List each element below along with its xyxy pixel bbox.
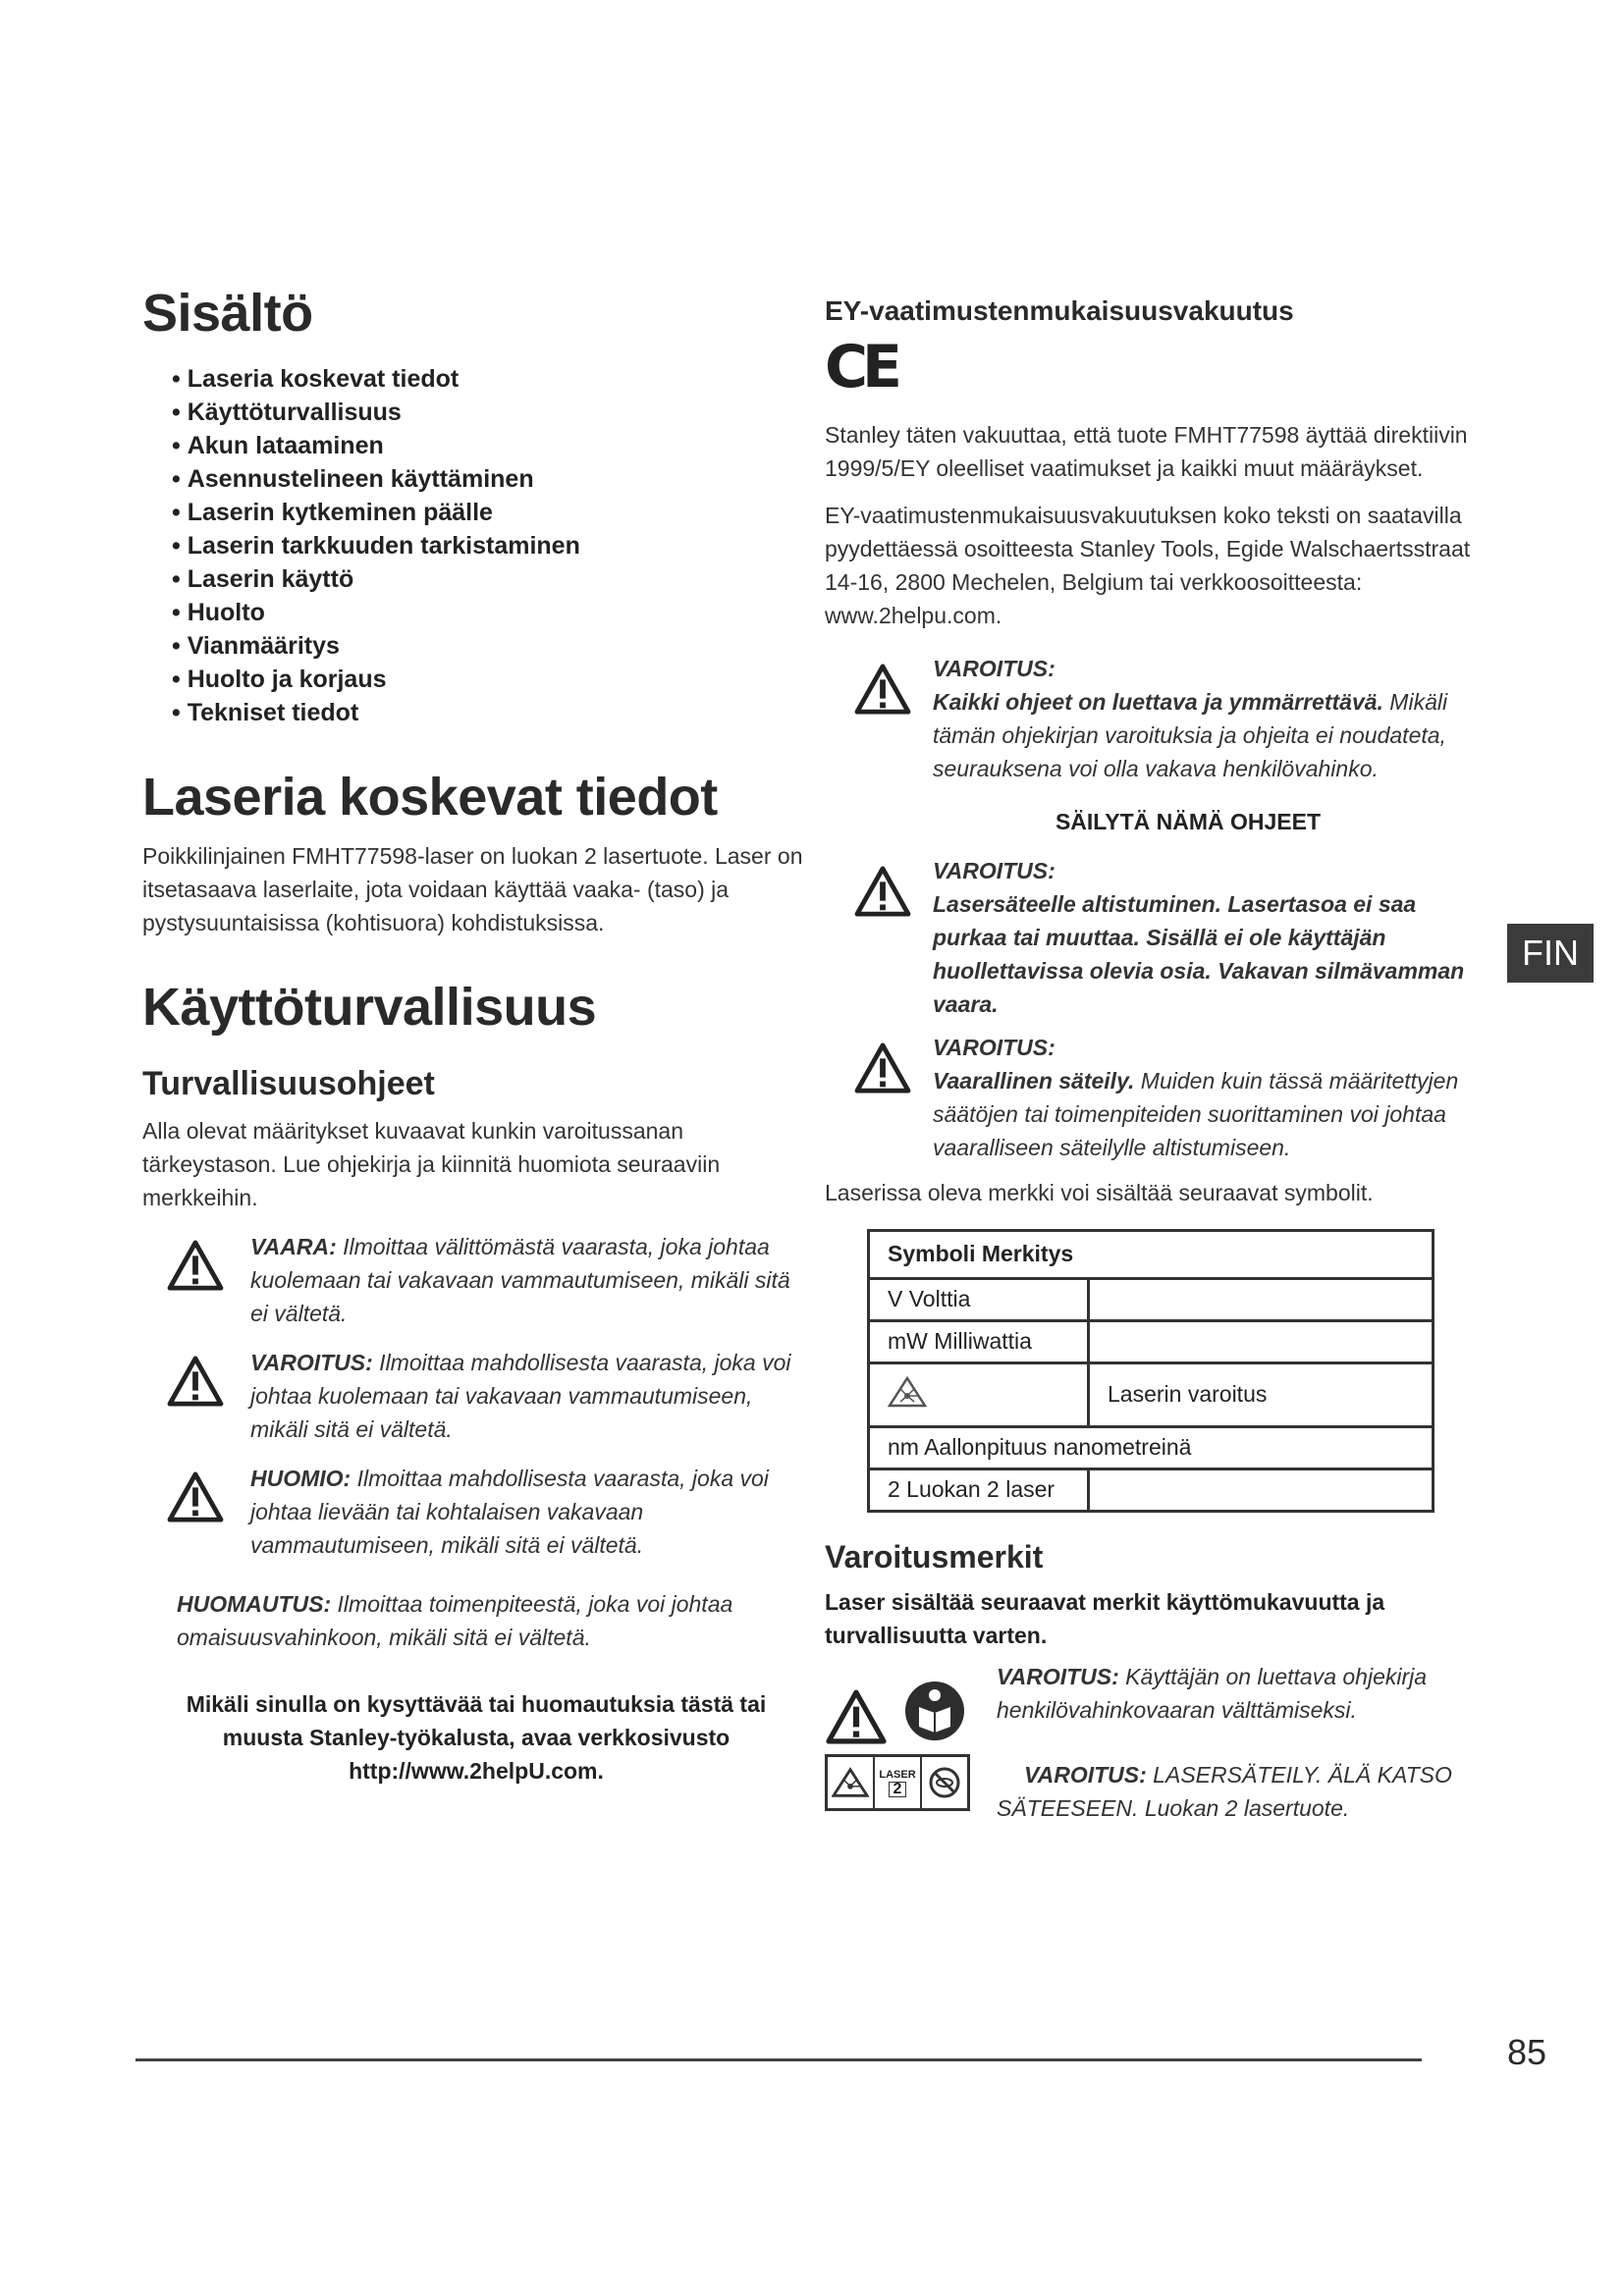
laser-class-label — [825, 1754, 970, 1811]
markings-intro: Laser sisältää seuraavat merkit käyttömukavuutta ja turvallisuutta varten. — [825, 1588, 1385, 1648]
table-cell — [1089, 1278, 1434, 1320]
toc-item: • Laserin kytkeminen päälle — [172, 496, 810, 529]
table-row — [869, 1468, 1434, 1511]
table-cell: nm Aallonpituus nanometreinä — [869, 1426, 1434, 1468]
laser-class-number: 2 — [889, 1782, 907, 1797]
toc-item: • Laserin käyttö — [172, 562, 810, 596]
laser-warning-icon — [832, 1767, 869, 1798]
toc-list — [172, 362, 810, 729]
table-cell — [1089, 1468, 1434, 1511]
footer-divider — [135, 2058, 1422, 2061]
toc-item: • Akun lataaminen — [172, 429, 810, 462]
left-column — [142, 285, 810, 1788]
warning-triangle-icon — [167, 1471, 224, 1522]
toc-item: • Laseria koskevat tiedot — [172, 362, 810, 396]
table-row — [869, 1426, 1434, 1468]
keep-instructions: SÄILYTÄ NÄMÄ OHJEET — [1055, 808, 1322, 834]
markings-title: Varoitusmerkit — [825, 1538, 1044, 1575]
marking-text-1: VAROITUS: Käyttäjän on luettava ohjekirja henkilövahinkovaaran välttämiseksi. — [997, 1663, 1428, 1723]
caution-keyword: HUOMIO: — [250, 1465, 352, 1491]
toc-item: • Huolto ja korjaus — [172, 663, 810, 696]
toc-item: • Vianmääritys — [172, 629, 810, 663]
contact-text: Mikäli sinulla on kysyttävää tai huomautuksia tästä tai muusta Stanley-työkalusta, avaa verkkosivusto http://www.2helpU.com. — [186, 1690, 767, 1784]
table-row — [869, 1278, 1434, 1320]
symbols-table — [867, 1229, 1435, 1513]
ce-mark-icon: CE — [825, 332, 897, 401]
notice-text: HUOMAUTUS: Ilmoittaa toimenpiteestä, joka voi johtaa omaisuusvahinkoon, mikäli sitä ei vältetä. — [177, 1590, 733, 1650]
warning-triangle-icon — [167, 1356, 224, 1407]
warning-label: VAROITUS: — [933, 857, 1056, 883]
table-cell: 2 Luokan 2 laser — [869, 1468, 1089, 1511]
caution-block — [142, 1462, 810, 1562]
table-cell — [1089, 1320, 1434, 1362]
toc-item: • Tekniset tiedot — [172, 696, 810, 729]
warning-keyword: VAROITUS: — [250, 1349, 373, 1375]
right-column — [825, 294, 1492, 1837]
table-cell — [869, 1362, 1089, 1426]
table-row — [869, 1230, 1434, 1278]
toc-item: • Laserin tarkkuuden tarkistaminen — [172, 529, 810, 562]
safety-intro: Alla olevat määritykset kuvaavat kunkin varoitussanan tärkeystason. Lue ohjekirja ja kiinnitä huomiota seuraaviin merkkeihin. — [142, 1117, 721, 1210]
danger-block — [142, 1230, 810, 1330]
table-row — [869, 1320, 1434, 1362]
warning-label: VAROITUS: — [933, 655, 1056, 681]
warning-triangle-icon — [854, 866, 911, 917]
laser-info-text: Poikkilinjainen FMHT77598-laser on luokan 2 lasertuote. Laser on itsetasaava laserlaite, jota voidaan käyttää vaaka- (taso) ja pystysuuntaisissa (kohtisuora) kohdistuksissa. — [142, 842, 803, 935]
markings-block — [825, 1660, 1492, 1837]
table-cell: V Volttia — [869, 1278, 1089, 1320]
symbols-intro: Laserissa oleva merkki voi sisältää seuraavat symbolit. — [825, 1179, 1374, 1205]
warning-2: VAROITUS: Lasersäteelle altistuminen. Lasertasoa ei saa purkaa tai muuttaa. Sisällä ei ole käyttäjän huollettavissa olevia osia. Vakavan silmävamman vaara. — [825, 854, 1492, 1021]
ec-para-1: Stanley täten vakuuttaa, että tuote FMHT77598 äyttää direktiivin 1999/5/EY oleelliset vaatimukset ja kaikki muut määräykset. — [825, 421, 1468, 481]
table-cell: Laserin varoitus — [1089, 1362, 1434, 1426]
warning-triangle-icon — [167, 1240, 224, 1291]
warning-triangle-icon — [825, 1689, 888, 1744]
no-staring-icon — [928, 1766, 961, 1799]
warning-triangle-icon — [854, 1042, 911, 1094]
toc-item: • Käyttöturvallisuus — [172, 396, 810, 429]
laser-info-title: Laseria koskevat tiedot — [142, 768, 718, 828]
laser-label-text: LASER — [879, 1768, 916, 1781]
danger-text: Ilmoittaa välittömästä vaarasta, joka johtaa kuolemaan tai vakavaan vammautumiseen, mikäli sitä ei vältetä. — [250, 1233, 790, 1326]
toc-item: • Huolto — [172, 596, 810, 629]
laser-warning-icon — [888, 1376, 927, 1408]
warning-label: VAROITUS: — [933, 1034, 1056, 1060]
table-header: Symboli Merkitys — [869, 1230, 1434, 1278]
danger-keyword: VAARA: — [250, 1233, 337, 1259]
ec-title: EY-vaatimustenmukaisuusvakuutus — [825, 295, 1294, 326]
ec-para-2: EY-vaatimustenmukaisuusvakuutuksen koko teksti on saatavilla pyydettäessä osoitteesta Stanley Tools, Egide Walschaertsstraat 14-16, 2800 Mechelen, Belgium tai verkkoosoitteesta: www.2helpu.com. — [825, 502, 1471, 628]
page-number: 85 — [1507, 2032, 1547, 2072]
warning-triangle-icon — [854, 664, 911, 715]
warning-3: VAROITUS: Vaarallinen säteily. Muiden kuin tässä määritettyjen säätöjen tai toimenpiteiden suorittaminen voi johtaa vaaralliseen säteilylle altistumiseen. — [825, 1031, 1492, 1164]
warning-text: Ilmoittaa mahdollisesta vaarasta, joka voi johtaa kuolemaan tai vakavaan vammautumiseen, mikäli sitä ei vältetä. — [250, 1349, 791, 1442]
language-tab: FIN — [1507, 924, 1594, 983]
table-row — [869, 1362, 1434, 1426]
marking-text-2: VAROITUS: LASERSÄTEILY. ÄLÄ KATSO SÄTEESEEN. Luokan 2 lasertuote. — [997, 1761, 1452, 1821]
read-manual-icon — [903, 1680, 966, 1742]
warning-1: VAROITUS: Kaikki ohjeet on luettava ja ymmärrettävä. Mikäli tämän ohjekirjan varoituksia ja ohjeita ei noudateta, seurauksena voi olla vakava henkilövahinko. — [825, 652, 1492, 785]
safety-title: Käyttöturvallisuus — [142, 977, 597, 1037]
toc-item: • Asennustelineen käyttäminen — [172, 462, 810, 496]
table-cell: mW Milliwattia — [869, 1320, 1089, 1362]
caution-text: Ilmoittaa mahdollisesta vaarasta, joka voi johtaa lievään tai kohtalaisen vakavaan vammautumiseen, mikäli sitä ei vältetä. — [250, 1465, 769, 1558]
warning-block — [142, 1346, 810, 1446]
safety-subtitle: Turvallisuusohjeet — [142, 1065, 435, 1103]
toc-title: Sisältö — [142, 284, 313, 343]
